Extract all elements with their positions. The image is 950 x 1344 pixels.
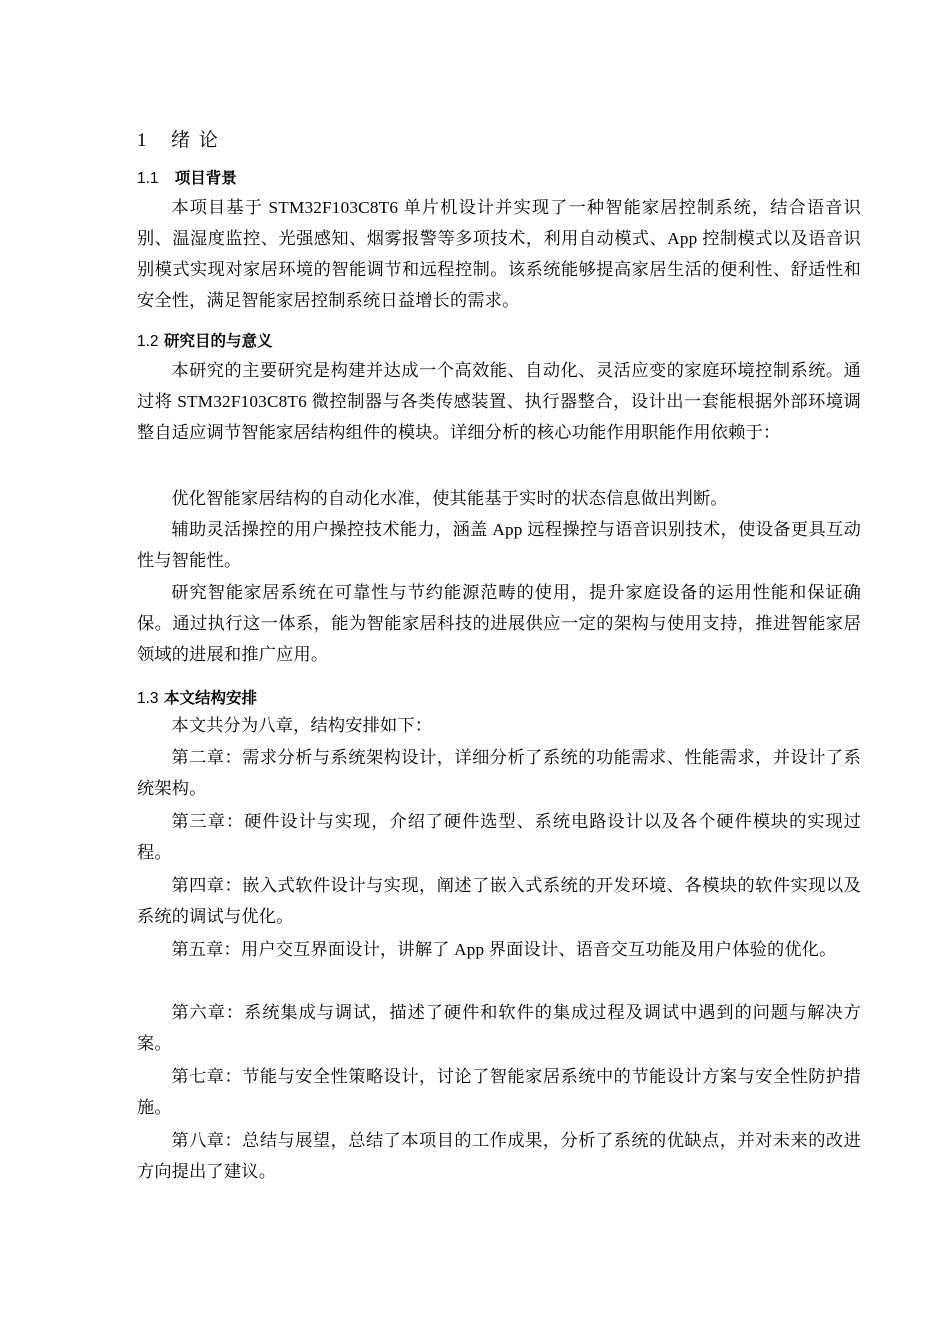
section-title: 项目背景 [174,169,237,187]
section-heading-1-3 [137,687,257,710]
chapter-outline-item: 第八章：总结与展望，总结了本项目的工作成果，分析了系统的优缺点，并对未来的改进方向提出了建议。 [137,1131,861,1181]
chapter-outline-item: 第六章：系统集成与调试，描述了硬件和软件的集成过程及调试中遇到的问题与解决方案。 [137,1003,861,1053]
chapter-heading [137,128,220,154]
section-title: 本文结构安排 [163,689,257,707]
section-number: 1.1 [137,170,159,187]
section-heading-1-2 [137,330,272,353]
section-number: 1.2 [137,333,159,350]
chapter-outline-item: 第七章：节能与安全性策略设计，讨论了智能家居系统中的节能设计方案与安全性防护措施。 [137,1067,861,1117]
section-title: 研究目的与意义 [163,332,273,350]
chapter-outline-item: 第五章：用户交互界面设计，讲解了 App 界面设计、语音交互功能及用户体验的优化。 [171,940,837,959]
section-number: 1.3 [137,690,159,707]
section-heading-1-1 [137,167,237,190]
chapter-number: 1 [137,130,149,151]
paragraph: 本研究的主要研究是构建并达成一个高效能、自动化、灵活应变的家庭环境控制系统。通过将 STM32F103C8T6 微控制器与各类传感装置、执行器整合，设计出一套能根据外部环境调整自适应调节智能家居结构组件的模块。详细分析的核心功能作用职能作用依赖于： [137,361,861,442]
chapter-outline-item: 第四章：嵌入式软件设计与实现，阐述了嵌入式系统的开发环境、各模块的软件实现以及系统的调试与优化。 [137,876,861,926]
chapter-outline-item: 第二章：需求分析与系统架构设计，详细分析了系统的功能需求、性能需求，并设计了系统架构。 [137,748,861,798]
paragraph: 辅助灵活操控的用户操控技术能力，涵盖 App 远程操控与语音识别技术，使设备更具互动性与智能性。 [137,520,861,570]
chapter-title: 绪 论 [171,130,220,151]
paragraph: 本文共分为八章，结构安排如下： [171,716,433,735]
chapter-outline-item: 第三章：硬件设计与实现，介绍了硬件选型、系统电路设计以及各个硬件模块的实现过程。 [137,812,861,862]
paragraph: 研究智能家居系统在可靠性与节约能源范畴的使用，提升家庭设备的运用性能和保证确保。通过执行这一体系，能为智能家居科技的进展供应一定的架构与使用支持，推进智能家居领域的进展和推广应用。 [137,583,861,664]
paragraph: 本项目基于 STM32F103C8T6 单片机设计并实现了一种智能家居控制系统，结合语音识别、温湿度监控、光强感知、烟雾报警等多项技术，利用自动模式、App 控制模式以及语音识别模式实现对家居环境的智能调节和远程控制。该系统能够提高家居生活的便利性、舒适性和安全性，满足智能家居控制系统日益增长的需求。 [137,198,861,310]
paragraph: 优化智能家居结构的自动化水准，使其能基于实时的状态信息做出判断。 [171,489,728,508]
